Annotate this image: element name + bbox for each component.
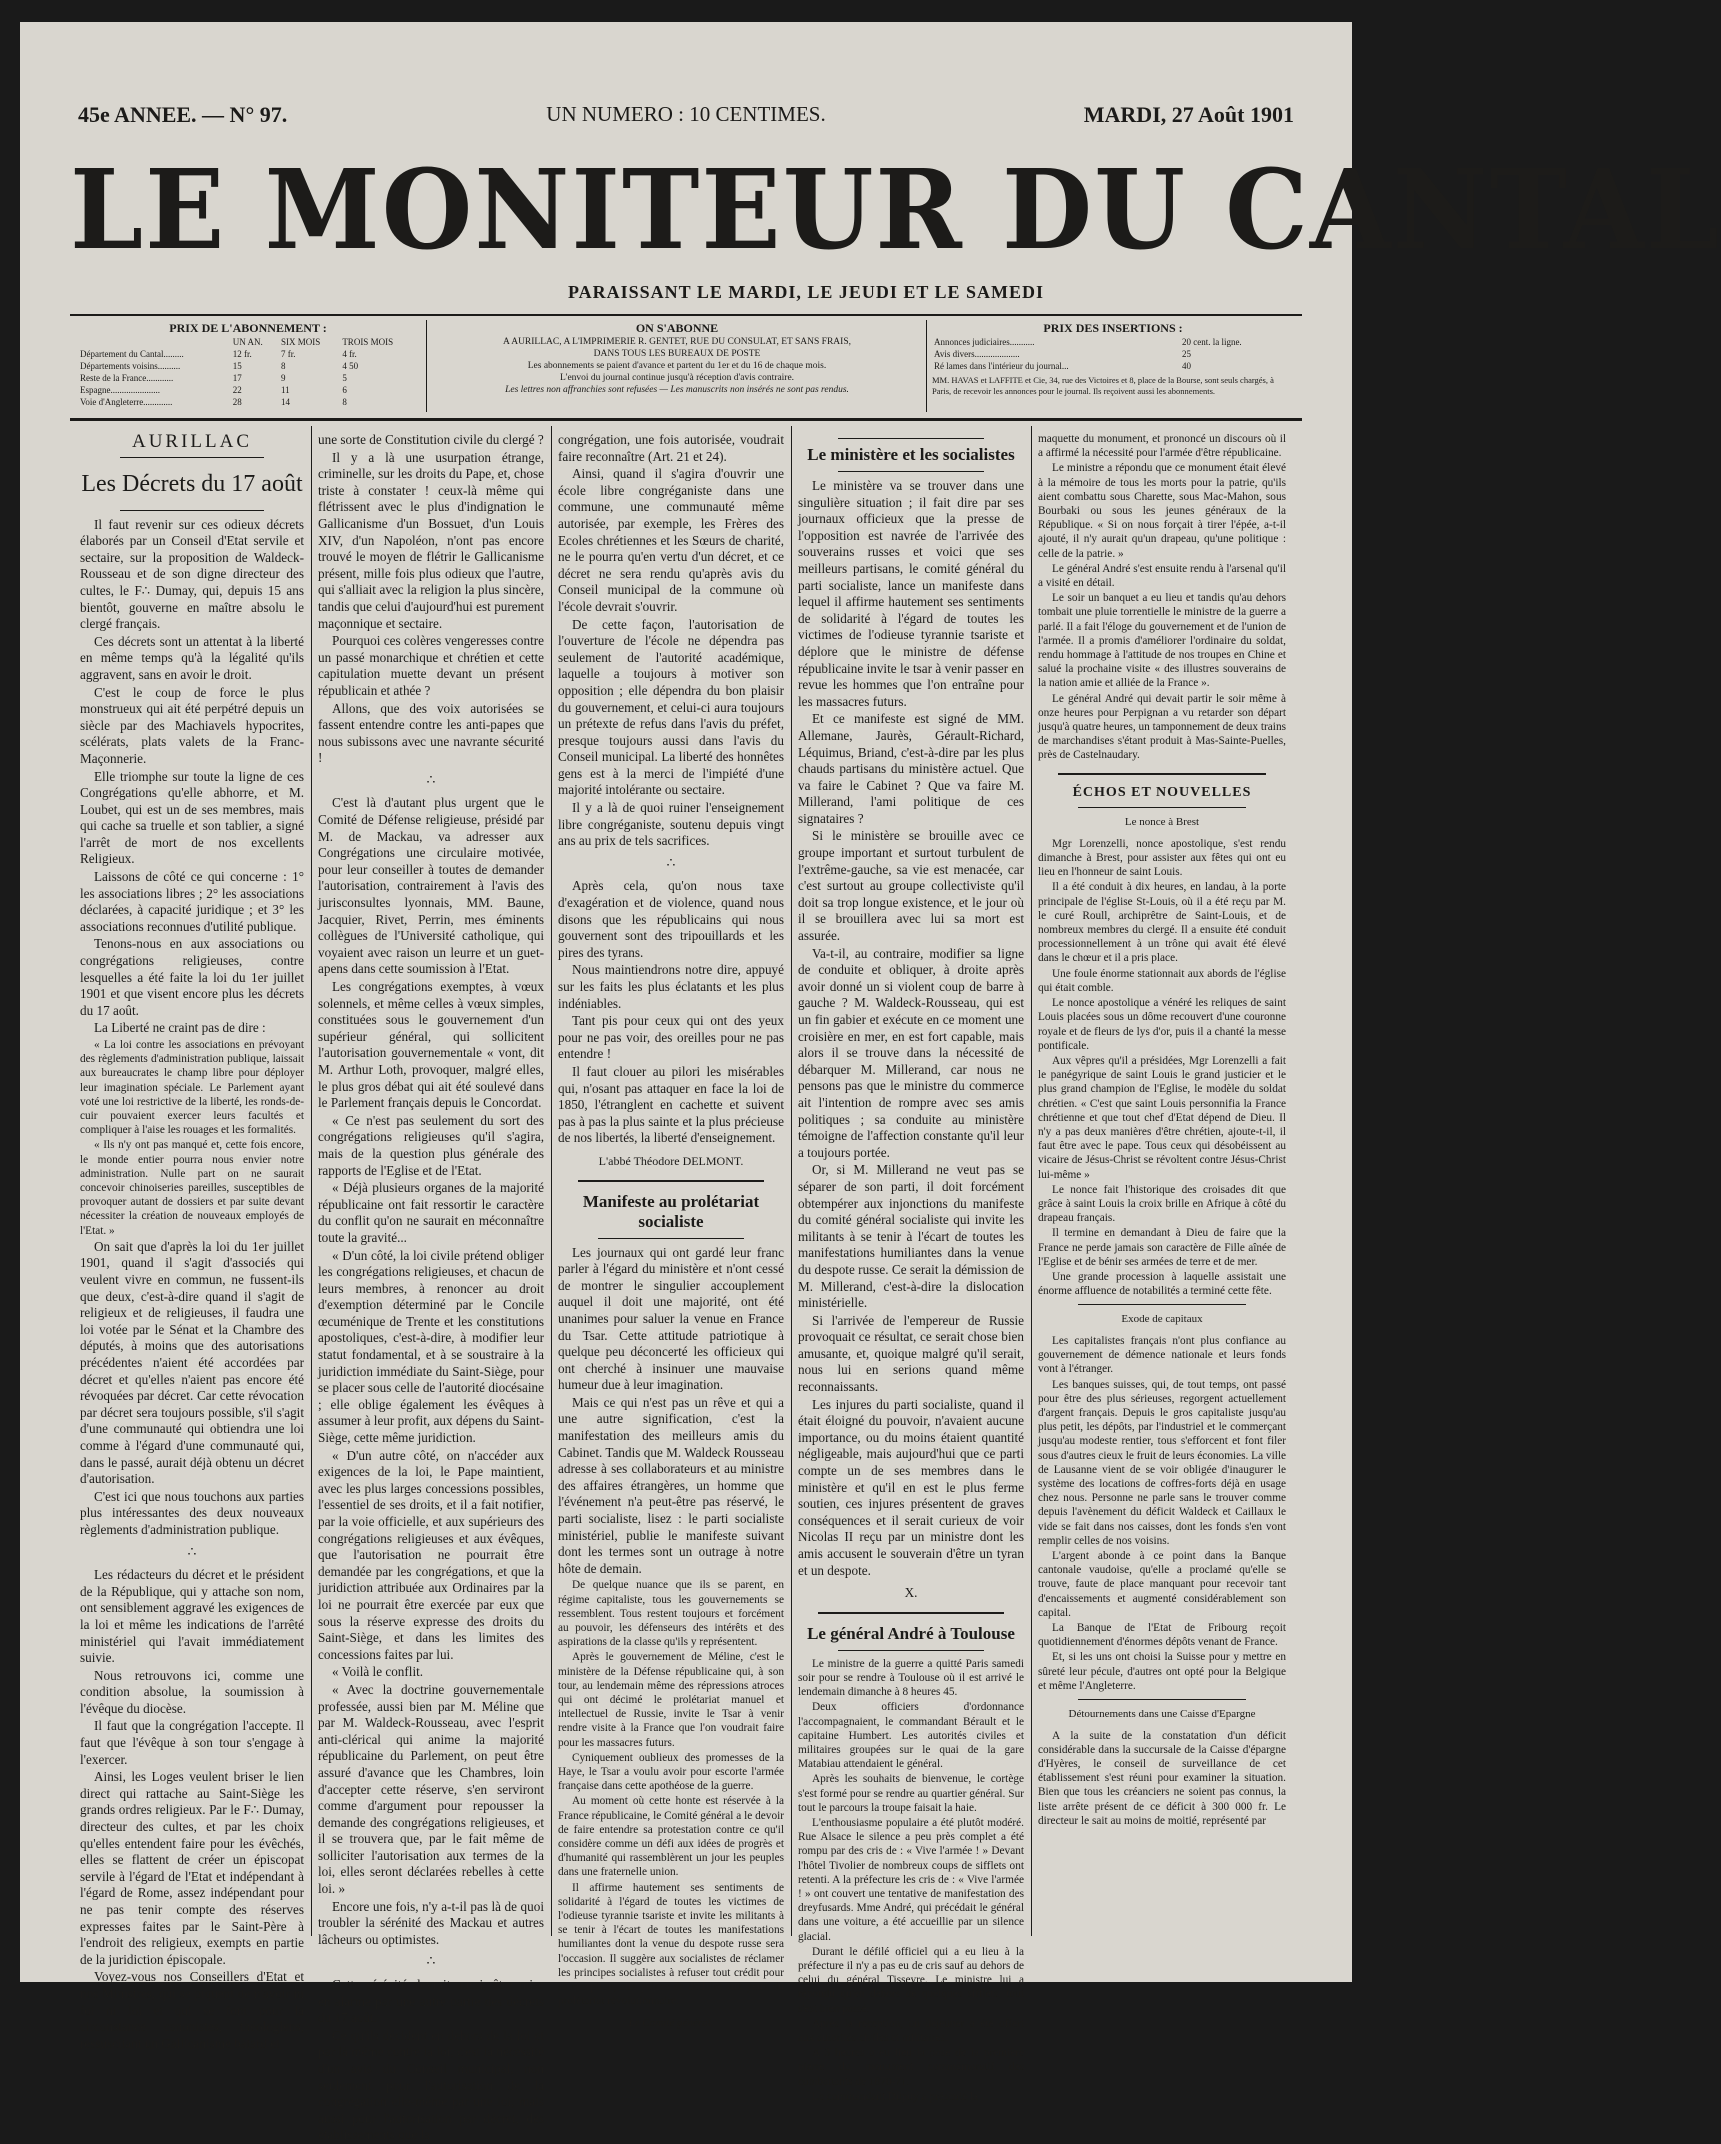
col-year: UN AN. bbox=[232, 337, 263, 347]
onsabonne-box: ON S'ABONNE A AURILLAC, A L'IMPRIMERIE R. GENTET, RUE DU CONSULAT, ET SANS FRAIS, DANS TOUS LES BUREAUX DE POSTE Les abonnements se paient d'avance et partent du 1er et du 16 de chaque mois. L'envoi du journal continue jusqu'à réception d'avis contraire. Les lettres non affranchies sont refusées — Les manuscrits non insérés ne sont pas rendus. bbox=[434, 322, 920, 417]
insertions-note: MM. HAVAS et LAFFITE et Cie, 34, rue des Victoires et 8, place de la Bourse, sont seuls chargés, à Paris, de recevoir les annonces pour le journal. Ils reçoivent aussi les abonnements. bbox=[932, 375, 1274, 396]
issue-price: UN NUMERO : 10 CENTIMES. bbox=[546, 102, 826, 126]
separator-stars: ∴ bbox=[426, 772, 436, 788]
subscription-table bbox=[78, 336, 418, 408]
table-row: Département du Cantal......... 12 fr. 7 fr. 4 fr. bbox=[80, 349, 357, 359]
subscription-title: PRIX DE L'ABONNEMENT : bbox=[169, 321, 327, 335]
masthead-title: LE MONITEUR DU CANTAL bbox=[70, 144, 1721, 275]
column-5: maquette du monument, et prononcé un discours où il a affirmé la nécessité pour l'armée d'être républicaine. Le ministre a répondu que ce monument était élevé à la mémoire de tous les morts pour la patrie, qu'ils aient combattu sous Charette, sous Mac-Mahon, sous Bourbaki ou sous les jeunes généraux de la République. « Si on nous forçait à tirer l'épée, a-t-il ajouté, il n'y aurait qu'un drapeau, qu'une politique : celle de la patrie. » Le général André s'est ensuite rendu à l'arsenal qu'il a visité en détail. Le soir un banquet a eu lieu et tandis qu'au dehors tombait une pluie torrentielle le ministre de la guerre a parlé. Il a fait l'éloge du gouvernement et de l'union de l'armée. Il a promis d'améliorer l'ordinaire du soldat, rendu hommage à l'attitude de nos troupes en Chine et salué la prochaine visite « des illustres souverains de la nation amie et alliée de la France ». Le général André qui devait partir le soir même à onze heures pour Perpignan a vu retarder son départ jusqu'à quatre heures, un tamponnement de deux trains de marchandises s'étant produit à Mas-Sainte-Puelles, près de Castelnaudary. ÉCHOS ET NOUVELLES Le nonce à Brest Mgr Lorenzelli, nonce apostolique, s'est rendu dimanche à Brest, pour assister aux fêtes qui ont eu lieu en l'honneur de saint Louis. Il a été conduit à dix heures, en landau, à la porte principale de l'église St-Louis, où il a été reçu par M. le curé Roull, archiprêtre de Saint-Louis, et de nombreux membres du clergé. Il a ensuite été conduit processionnellement à un trône qui avait été élevé dans le chœur et il a pris place. Une foule énorme stationnait aux abords de l'église qui était comble. Le nonce apostolique a vénéré les reliques de saint Louis placées sous un dôme recouvert d'une couronne royale et de fleurs de lys d'or, puis il a chanté la messe pontificale. Aux vêpres qu'il a présidées, Mgr Lorenzelli a fait le panégyrique de saint Louis le grand justicier et le plus grand champion de l'Eglise, le modèle du soldat chrétien. « C'est que saint Louis personnifia la France chrétienne et que tout chef d'Etat dépend de Dieu. Il n'y a pas deux manières d'être chrétien, ajoute-t-il, il faut être avec le pape. Tous ceux qui désobéissent au vicaire de Jésus-Christ se révoltent contre Jésus-Christ lui-même » Le nonce fait l'historique des croisades dit que grâce à saint Louis la croix brille en Afrique à côté du drapeau français. Il termine en demandant à Dieu de faire que la France ne perde jamais son caractère de Fille aînée de l'Eglise et de bénir ses armées de terre et de mer. Une grande procession à laquelle assistait une énorme affluence de notabilités a terminé cette fête. Exode de capitaux Les capitalistes français n'ont plus confiance au gouvernement de démence nationale et leurs fonds vont à l'étranger. Les banques suisses, qui, de tout temps, ont passé pour être des plus sérieuses, regorgent actuellement d'argent français. Depuis le gros capitaliste jusqu'au plus petit, les dépôts, par l'industriel et le commerçant jusqu'au modeste rentier, tous s'efforcent et font filer sous d'autres cieux le fruit de leurs économies. La ville de Lausanne vient de se voir obligée d'inaugurer le système des locations de coffres-forts déjà en usage chez nous. Personne ne parle sans le trouver comme depuis l'avènement du déficit Waldeck et Caillaux le vide se fait dans nos caisses, dont les fonds s'en vont remplir celles de nos voisins. L'argent abonde à ce point dans la Banque cantonale vaudoise, qu'elle a proclamé qu'elle se trouve, faute de place manquant pour recevoir tant d'encaissements et augmenté considérablement son capital. La Banque de l'Etat de Fribourg reçoit quotidiennement d'énormes dépôts venant de France. Et, si les uns ont choisi la Suisse pour y mettre en sûreté leur pécule, d'autres ont opté pour la Belgique et même l'Angleterre. Détournements dans une Caisse d'Epargne A la suite de la constatation d'un déficit considérable dans la succursale de la Caisse d'épargne d'Hyères, le conseil de surveillance de cet établissement s'est réuni pour examiner la situation. Bien que tous les créanciers ne soient pas connus, la liste arrête présent de ce déficit à 300 000 fr. Le directeur le sait au moins de moitié, représenté par bbox=[1038, 433, 1286, 1827]
column-2: une sorte de Constitution civile du clergé ? Il y a là une usurpation étrange, criminelle, sur les droits du Pape, et, chose triste à constater ! ceux-là même qui flétrissent avec le plus d'indignation le Gallicanisme d'un Bossuet, d'un Louis XIV, d'un Napoléon, n'ont pas encore trouvé le moyen de flétrir le Gallicanisme présent, mille fois plus odieux que l'autre, qui s'alliait avec la religion la plus sincère, tandis que celui d'aujourd'hui est purement maçonnique et sectaire. Pourquoi ces colères vengeresses contre un passé monarchique et chrétien et cette capitulation muette devant un présent républicain et athée ? Allons, que des voix autorisées se fassent entendre contre les anti-papes que nous subissons avec une navrante sécurité ! ∴ C'est là d'autant plus urgent que le Comité de Défense religieuse, présidé par M. de Mackau, va adresser aux Congrégations une circulaire motivée, pour leur conseiller à toutes de demander l'autorisation, contrairement à l'avis des jurisconsultes lyonnais, MM. Baune, Jacquier, Rivet, Perrin, mes éminents collègues de l'Université catholique, qui voyaient avec raison un leurre et un guet-apens dans cette soumission à l'Etat. Les congrégations exemptes, à vœux solennels, et même celles à vœux simples, constituées sous le gouvernement d'un supérieur général, qui sollicitent l'autorisation gouvernementale « vont, dit M. Arthur Loth, provoquer, malgré elles, le plus gros débat qui ait été soulevé dans le Parlement français depuis le Concordat. « Ce n'est pas seulement du sort des congrégations religieuses qu'il s'agira, mais de la question plus générale des rapports de l'Eglise et de l'Etat. « Déjà plusieurs organes de la majorité républicaine ont fait ressortir le caractère du conflit qu'on ne saurait en méconnaître toute la gravité... « D'un côté, la loi civile prétend obliger les congrégations religieuses, et chacun de leurs membres, à renoncer au droit d'exemption déterminé par le Concile œcuménique de Trente et les constitutions apostoliques, c'est-à-dire, à modifier leur statut fondamental, et à se soustraire à la juridiction immédiate du Saint-Siège, pour se placer sous celle de l'autorité diocésaine ; elle oblige également les évêques à assumer à leur profit, aux dépens du Saint-Siège, cette même juridiction. « D'un autre côté, on n'accéder aux exigences de la loi, le Pape maintient, avec les plus larges concessions possibles, l'essentiel de ses droits, et il a fait notifier, par la voie officielle, et aux supérieurs des congrégations religieuses et aux évêques, que l'autorisation ne pourrait être demandée par les congrégations, et que la juridiction attribuée aux Ordinaires par la loi ne pourrait être exercée par eux que sous la réserve expresse des droits du Saint-Siège, et dans les limites des concessions faites par lui. « Voilà le conflit. « Avec la doctrine gouvernementale professée, aussi bien par M. Méline que par M. Waldeck-Rousseau, avec l'esprit anti-clérical qui anime la majorité républicaine du Parlement, on peut être assuré d'avance que les Chambres, loin d'accepter cette réserve, s'en serviront comme d'argument pour repousser la demande des congrégations religieuses, et il se trouvera que, par le fait même de solliciter l'autorisation aux termes de la loi, elles seront déclarées rebelles à cette loi. » Encore une fois, n'y a-t-il pas là de quoi troubler la sérénité des Mackau et autres lâcheurs ou optimistes. ∴ Cette sérénité devrait aussi, être mise en alarme par une autre partie des décrets du 17 août. Ce qu'ils décident en dehors de la loi et par là même contre la loi, c'est la nécessité d'un avis du Conseil municipal, non seulement pour l'autorisation de la congrégation elle-même par une loi, mais aussi pour l'autorisation par décret, des établissements que la bbox=[318, 432, 544, 2143]
headline-ministere: Le ministère et les socialistes bbox=[807, 445, 1015, 464]
subscription-box bbox=[78, 322, 418, 417]
separator-stars: ∴ bbox=[666, 855, 676, 871]
column-divider bbox=[791, 426, 792, 1936]
article-signature: Le Comité général. bbox=[628, 2016, 714, 2029]
insertions-table bbox=[932, 336, 1294, 372]
column-3: congrégation, une fois autorisée, voudrait faire reconnaître (Art. 21 et 24). Ainsi, quand il s'agira d'ouvrir une école libre congréganiste dans une commune, une communauté même autorisée, par exemple, les Frères des Ecoles chrétiennes et les Sœurs de charité, ne le pourra qu'en vertu d'un décret, et ce décret ne sera rendu qu'après avis du Conseil municipal de la commune où l'école devrait s'ouvrir. De cette façon, l'autorisation de l'ouverture de l'école ne dépendra pas seulement de l'autorité académique, laquelle a toujours à motiver son opposition ; elle dépendra du bon plaisir du gouvernement, et celui-ci aura toujours un prétexte de refus dans l'avis du préfet, presque toujours aussi dans l'avis du Conseil municipal. La liberté des honnêtes gens est à la merci de l'impiété d'une majorité intolérante ou sectaire. Il y a là de quoi ruiner l'enseignement libre congréganiste, soutenu depuis vingt ans au prix de tels sacrifices. ∴ Après cela, qu'on nous taxe d'exagération et de violence, quand nous disons que les républicains qui nous gouvernent sont des tripouillards et les pires des tyrans. Nous maintiendrons notre dire, appuyé sur les faits les plus éclatants et les plus indéniables. Tant pis pour ceux qui ont des yeux pour ne pas voir, des oreilles pour ne pas entendre ! Il faut clouer au pilori les misérables qui, n'osant pas attaquer en face la loi de 1850, l'étranglent en cachette et suivent pas à pas la plus sainte et la plus précieuse de nos libertés, la liberté d'enseignement. L'abbé Théodore DELMONT. Manifeste au prolétariat socialiste Les journaux qui ont gardé leur franc parler à l'égard du ministère et n'ont cessé de montrer le singulier accouplement auquel il doit une majorité, ont été unanimes pour saluer la venue en France du Tsar. Cette attitude patriotique à quelque peu déconcerté les officieux qui ont cherché à insinuer une mauvaise humeur due à leur imagination. Mais ce qui n'est pas un rêve et qui a une autre signification, c'est la manifestation des meilleurs amis du Cabinet. Tandis que M. Waldeck Rousseau adresse à ses collaborateurs et au ministre des affaires étrangères, un homme que l'événement n'a peut-être pas réservé, le parti socialiste, lisez : le parti socialiste ministériel, publie le manifeste suivant dont les termes sont un outrage à notre hôte de demain. De quelque nuance que ils se parent, en régime capitaliste, tous les gouvernements se ressemblent. Tous restent toujours et forcément au pouvoir, les défenseurs des intérêts et des aspirations de la classe qu'ils y représentent. Après le gouvernement de Méline, c'est le ministère de la Défense républicaine qui, à son tour, au lendemain même des répressions atroces qui ont décimé le prolétariat manuel et intellectuel de Russie, invite le Tsar à venir rendre visite à la France que l'on voudrait faire pour les massacres futurs. Cyniquement oublieux des promesses de la Haye, le Tsar a voulu avoir pour escorte l'armée française dans cette apothéose de la guerre. Au moment où cette honte est réservée à la France républicaine, le Comité général a le devoir de faire entendre sa protestation contre ce qu'il considère comme un défi aux idées de progrès et d'humanité qui rassemblèrent un jour les peuples dans une fraternelle union. Il affirme hautement ses sentiments de solidarité à l'égard de toutes les victimes de l'odieuse tyrannie tsariste et invite les militants à se tenir à l'écart de toutes les manifestations humiliantes dont la venue du despote russe sera l'occasion. Il suggère aux socialistes de réclamer les principes socialistes à refuser tout crédit pour sa réception, aux peines de déduire aux yeux du prolétariat révolutionnaire. Le Comité général. bbox=[558, 432, 784, 1932]
column-divider bbox=[551, 426, 552, 1936]
column-4: Le ministère et les socialistes Le ministère va se trouver dans une singulière situation ; il fait dire par ses journaux officieux que la presse de l'opposition est navrée de l'arrivée des souverains russes et voici que ses meilleurs partisans, le comité général du parti socialiste, lance un manifeste dans lequel il affirme hautement ses sentiments de solidarité à l'égard de toutes les victimes de l'odieuse tyrannie tsariste et déplore que le ministre de défense républicaine invite le tsar à venir passer en revue les hommes que l'on entraîne pour les massacres futurs. Et ce manifeste est signé de MM. Allemane, Jaurès, Gérault-Richard, Léquimus, Briand, c'est-à-dire par les plus chauds partisans du ministère actuel. Que va faire le Cabinet ? Que va faire M. Millerand, l'ami politique de ces signataires ? Si le ministère se brouille avec ce groupe important et surtout turbulent de l'extrême-gauche, sa vie est menacée, car c'est surtout au groupe collectiviste qu'il doit sa trop longue existence, et le jour où il se brouillera avec lui sa mort est assurée. Va-t-il, au contraire, modifier sa ligne de conduite et obliquer, à droite après avoir donné un si violent coup de barre à gauche ? M. Waldeck-Rousseau, qui est un fin gabier et exécute en ce moment une croisière en mer, en est fort capable, mais alors il se trouve dans la nécessité de débarquer M. Millerand, car nous ne pensons pas que le ministre du commerce ait l'intention de rompre avec ses amis politiques ; sa conduite au ministère témoigne de l'affection constante qu'il leur a toujours portée. Or, si M. Millerand ne veut pas se séparer de son parti, il doit forcément obtempérer aux injonctions du manifeste du comité général socialiste qui invite les militants à se tenir à l'écart de toutes les manifestations humiliantes dans la venue du despote russe. Ce serait la démission de M. Millerand, c'est-à-dire la dislocation ministérielle. Si l'arrivée de l'empereur de Russie provoquait ce résultat, ce serait chose bien amusante, et, quoique malgré qu'il serait, nous lui en serions quand même reconnaissants. Les injures du parti socialiste, quand il était éloigné du pouvoir, n'avaient aucune importance, ou du moins étaient quantité négligeable, mais aujourd'hui que ce parti compte un de ses membres dans le ministère et qu'il en est le plus ferme soutien, ces injures présentent de graves conséquences et il serait curieux de voir Nicolas II reçu par un ministre dont les amis accusent le souverain d'être un tyran et un despote. X. Le général André à Toulouse Le ministre de la guerre a quitté Paris samedi soir pour se rendre à Toulouse où il est arrivé le lendemain dimanche à 8 heures 45. Deux officiers d'ordonnance l'accompagnaient, le commandant Bérault et le capitaine Humbert. Les autorités civiles et militaires groupées sur le quai de la gare Matabiau attendaient le général. Après les souhaits de bienvenue, le cortège s'est formé pour se rendre au quartier général. Sur tout le parcours la troupe faisait la haie. L'enthousiasme populaire a été plutôt modéré. Rue Alsace le silence a peu près complet a été rompu par des cris de : « Vive l'armée ! » Devant l'hôtel Tivolier de nombreux coups de sifflets ont retenti. A la préfecture les cris de : « Vive l'armée ! » ont couvert une tentative de manifestation des dreyfusards. Mme André, qui précédait le général dans une voiture, a été accueillie par un silence glacial. Durant le défilé officiel qui a eu lieu à la préfecture il n'y a pas eu de cris sauf au dehors de celui du général Tisseyre. Le ministre lui a répondu qu'en dehors de quelques sifflets, tout s'est bien passé. Après la réception, un déjeuner a été offert aux autorités civiles et militaires. A 3 heures a eu lieu la pose de la première pierre du monument commémoratif des combattants de 1870-71. Le commandant Dupuy a présenté la bbox=[798, 432, 1024, 1932]
table-row: Départements voisins.......... 15 8 4 50 bbox=[80, 361, 359, 371]
insertions-title: PRIX DES INSERTIONS : bbox=[1043, 321, 1183, 335]
header-divider bbox=[426, 320, 427, 412]
onsabonne-title: ON S'ABONNE bbox=[635, 321, 719, 335]
column-divider bbox=[311, 426, 312, 1936]
table-row: Annonces judiciaires........... 20 cent. la ligne. bbox=[934, 337, 1242, 347]
subheading: Exode de capitaux bbox=[1121, 1313, 1203, 1326]
table-row: Avis divers.................... 25 bbox=[934, 349, 1191, 359]
header-rule-bottom bbox=[70, 418, 1302, 421]
separator-stars: ∴ bbox=[187, 1544, 197, 1560]
insertions-box bbox=[932, 322, 1294, 417]
headline-manifeste: Manifeste au prolétariat socialiste bbox=[582, 1191, 760, 1231]
headline-general-andre: Le général André à Toulouse bbox=[807, 1623, 1015, 1643]
subheading: Détournements dans une Caisse d'Epargne bbox=[1068, 1708, 1256, 1721]
article-signature: L'abbé Théodore DELMONT. bbox=[598, 1153, 744, 1168]
table-row: Reste de la France............ 17 9 5 bbox=[80, 373, 347, 383]
header-rule-top bbox=[70, 314, 1302, 316]
table-row: Ré lames dans l'intérieur du journal... 40 bbox=[934, 361, 1191, 371]
header-divider bbox=[926, 320, 927, 412]
table-row: Voie d'Angleterre............. 28 14 8 bbox=[80, 397, 347, 407]
subheading: Le nonce à Brest bbox=[1124, 816, 1200, 829]
column-1: AURILLAC Les Décrets du 17 août Il faut revenir sur ces odieux décrets élaborés par un Conseil d'Etat servile et sectaire, sur la proposition de Waldeck-Rousseau et de son digne directeur des cultes, le F∴ Dumay, qui, depuis 15 ans bientôt, gouverne en maître absolu le clergé français. Ces décrets sont un attentat à la liberté en même temps qu'à la légalité qu'ils aggravent, sans en avoir le droit. C'est le coup de force le plus monstrueux qui ait été perpétré depuis un siècle par des Machiavels hypocrites, scélérats, plats valets de la Franc-Maçonnerie. Elle triomphe sur toute la ligne de ces Congrégations qu'elle abhorre, et M. Loubet, qui est un de ses membres, mais qui cache sa truelle et son tablier, a signé l'arrêt de mort de nos excellents Religieux. Laissons de côté ce qui concerne : 1° les associations libres ; 2° les associations déclarées, à capacité juridique ; et 3° les associations reconnues d'utilité publique. Tenons-nous en aux associations ou congrégations religieuses, contre lesquelles a été faite la loi du 1er juillet 1901 et que visent encore plus les décrets du 17 août. La Liberté ne craint pas de dire : « La loi contre les associations en prévoyant des règlements d'administration publique, laissait aux bureaucrates le champ libre pour déployer leur imagination spéciale. Le Parlement ayant voté une loi restrictive de la liberté, les ronds-de-cuir pouvaient exercer leurs facultés et compliquer à l'aise les rouages et les formalités. « Ils n'y ont pas manqué et, cette fois encore, le monde entier pourra nous envier notre administration. Nulle part on ne saurait concevoir chinoiseries pareilles, susceptibles de provoquer autant de dossiers et par suite devant nécessiter la création de nouveaux employés de l'Etat. » On sait que d'après la loi du 1er juillet 1901, quand il s'agit d'associés qui veulent vivre en commun, ne fussent-ils que deux, c'est-à-dire quand il s'agit de religieux et de religieuses, il faudra une loi votée par le Sénat et la Chambre des députés, à moins que des autorisations précédentes n'aient été accordées par décret et qu'elles n'aient pas encore été révoquées par décret. Car cette révocation par décret sera toujours possible, s'il s'agit d'une communauté qui obtiendra une loi comme à l'égard d'une communauté qui, dans le passé, aurait déjà obtenu un décret d'autorisation. C'est ici que nous touchons aux parties plus intéressantes des deux nouveaux règlements d'administration publique. ∴ Les rédacteurs du décret et le président de la République, qui y attache son nom, ont sensiblement aggravé les exigences de la loi et même les indications de l'arrêté ministériel qui l'avait immédiatement suivie. Nous retrouvons ici, comme une condition absolue, la soumission à l'évêque du diocèse. Il faut que la congrégation l'accepte. Il faut que l'évêque à son tour s'engage à l'exercer. Ainsi, les Loges veulent briser le lien direct qui rattache au Saint-Siège les grands ordres religieux. Par le F∴ Dumay, directeur des cultes, et par les choix qu'elles entendent faire pour les évêchés, elles se flattent de créer un épiscopat servile à l'égard de l'Etat et indépendant à l'égard de Rome, assez indépendant pour ne pas tenir compte des réserves expresses faites par le Saint-Père à l'endroit des religieux, exempts en partie de la juridiction épiscopale. Voyez-vous nos Conseillers d'Etat et nos Ministres, qui se piquent de n'avoir ni foi ni loi et qui se font pour la circonstance canonistes, théologiens, ressuscitant un Gallicanisme bâtard et bbox=[80, 431, 304, 2051]
separator-stars: ∴ bbox=[426, 1954, 436, 1970]
table-row: Espagne...................... 22 11 6 bbox=[80, 385, 347, 395]
masthead-subtitle: PARAISSANT LE MARDI, LE JEUDI ET LE SAMEDI bbox=[567, 282, 1045, 302]
headline-echos: ÉCHOS ET NOUVELLES bbox=[1072, 784, 1252, 800]
column-divider bbox=[1031, 426, 1032, 1936]
newspaper-page bbox=[20, 22, 1721, 2143]
col-six: SIX MOIS bbox=[280, 337, 321, 347]
section-heading: AURILLAC bbox=[131, 431, 253, 452]
article-signature: X. bbox=[904, 1585, 918, 1601]
header-topline bbox=[78, 102, 1294, 142]
issue-date: MARDI, 27 Août 1901 bbox=[1083, 102, 1294, 127]
col-three: TROIS MOIS bbox=[342, 337, 394, 347]
issue-number: 45e ANNEE. — N° 97. bbox=[78, 102, 288, 127]
headline-decrets: Les Décrets du 17 août bbox=[81, 470, 303, 497]
